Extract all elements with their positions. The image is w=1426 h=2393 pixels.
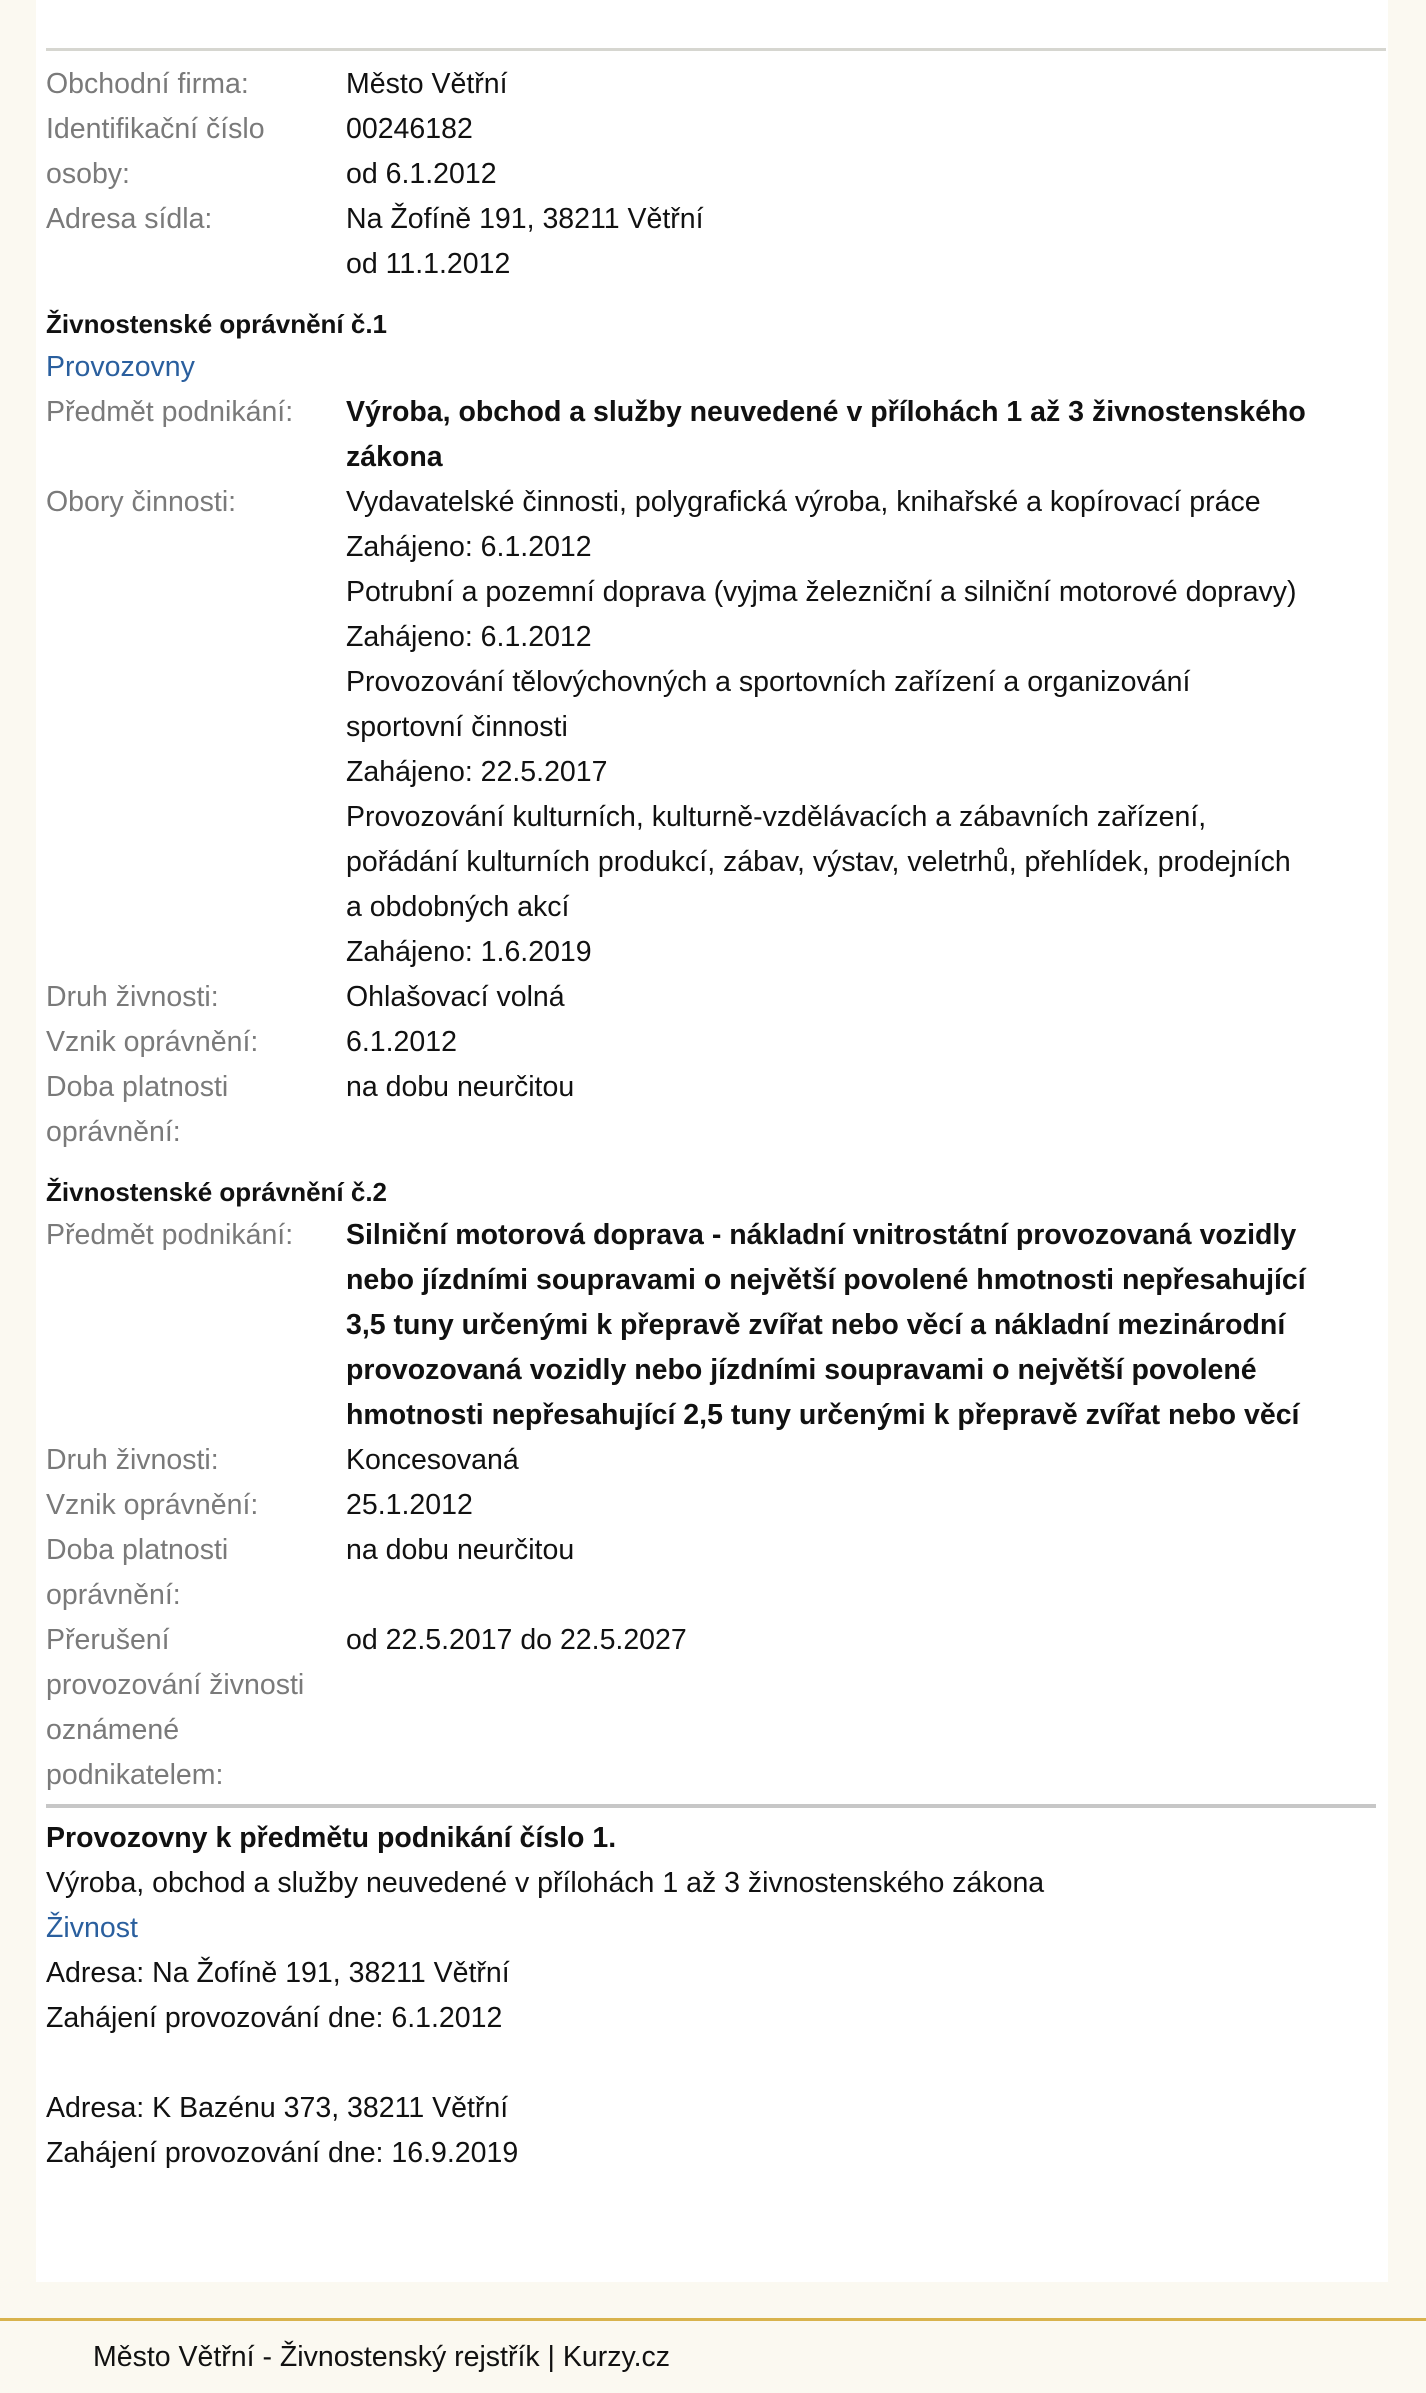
license1-field-line: pořádání kulturních produkcí, zábav, výstav, veletrhů, přehlídek, prodejních <box>346 846 1291 878</box>
premises-subject: Výroba, obchod a služby neuvedené v přílohách 1 až 3 živnostenského zákona <box>46 1867 1045 1899</box>
license1-field-line: Zahájeno: 22.5.2017 <box>346 756 608 788</box>
license2-subject-value <box>346 1213 1376 1438</box>
license2-validity-label <box>46 1528 346 1618</box>
license1-origin-row <box>46 1020 1376 1065</box>
company-name-value: Město Větřní <box>346 68 508 100</box>
main-panel <box>36 0 1388 2282</box>
license2-type-row <box>46 1438 1376 1483</box>
company-address-label: Adresa sídla: <box>46 203 213 235</box>
premises-start-2: Zahájení provozování dne: 16.9.2019 <box>46 2137 519 2169</box>
premises-address-1: Adresa: Na Žofíně 191, 38211 Větřní <box>46 1957 510 1989</box>
section-divider <box>46 1804 1376 1808</box>
license1-premises-link[interactable]: Provozovny <box>46 351 195 383</box>
license2-validity-row <box>46 1528 1376 1618</box>
premises-spacer <box>46 2041 1376 2086</box>
company-address-row <box>46 197 1376 287</box>
license2-origin-label: Vznik oprávnění: <box>46 1489 259 1521</box>
license1-validity-value: na dobu neurčitou <box>346 1071 575 1103</box>
license2-suspension-label-line: oznámené <box>46 1714 180 1746</box>
license1-origin-label: Vznik oprávnění: <box>46 1026 259 1058</box>
company-address-value: Na Žofíně 191, 38211 Větřní <box>346 203 704 235</box>
company-ico-value-block <box>346 107 1376 197</box>
license1-field-line: Zahájeno: 6.1.2012 <box>346 621 592 653</box>
license2-subject-line: hmotnosti nepřesahující 2,5 tuny určenými k přepravě zvířat nebo věcí <box>346 1399 1300 1431</box>
license2-subject-row <box>46 1213 1376 1438</box>
license1-type-value: Ohlašovací volná <box>346 981 565 1013</box>
license1-type-label: Druh živnosti: <box>46 981 219 1013</box>
company-name-label: Obchodní firma: <box>46 68 249 100</box>
license1-validity-label-line2: oprávnění: <box>46 1116 181 1148</box>
license1-field-line: Potrubní a pozemní doprava (vyjma železniční a silniční motorové dopravy) <box>346 576 1297 608</box>
license2-validity-label-line2: oprávnění: <box>46 1579 181 1611</box>
license2-type-value: Koncesovaná <box>346 1444 519 1476</box>
license1-field-line: sportovní činnosti <box>346 711 568 743</box>
license1-field-line: Vydavatelské činnosti, polygrafická výroba, knihařské a kopírovací práce <box>346 486 1261 518</box>
license2-suspension-label <box>46 1618 346 1798</box>
license1-subject-row <box>46 390 1376 480</box>
license2-subject-line: nebo jízdními soupravami o největší povolené hmotnosti nepřesahující <box>346 1264 1306 1296</box>
company-ico-since: od 6.1.2012 <box>346 158 497 190</box>
license2-subject-line: 3,5 tuny určenými k přepravě zvířat nebo věcí a nákladní mezinárodní <box>346 1309 1286 1341</box>
license2-validity-label-line1: Doba platnosti <box>46 1534 229 1566</box>
license1-field-line: Zahájeno: 1.6.2019 <box>346 936 592 968</box>
premises-title: Provozovny k předmětu podnikání číslo 1. <box>46 1822 617 1854</box>
license2-subject-line: Silniční motorová doprava - nákladní vnitrostátní provozovaná vozidly <box>346 1219 1297 1251</box>
license1-field-line: a obdobných akcí <box>346 891 570 923</box>
premises-trade-link[interactable]: Živnost <box>46 1912 138 1944</box>
license1-origin-value: 6.1.2012 <box>346 1026 457 1058</box>
license1-subject-line: Výroba, obchod a služby neuvedené v přílohách 1 až 3 živnostenského <box>346 396 1306 428</box>
license1-validity-label-line1: Doba platnosti <box>46 1071 229 1103</box>
license2-suspension-value: od 22.5.2017 do 22.5.2027 <box>346 1624 687 1656</box>
license1-subject-label: Předmět podnikání: <box>46 396 294 428</box>
license1-type-row <box>46 975 1376 1020</box>
license1-subject-line: zákona <box>346 441 443 473</box>
top-divider <box>46 48 1386 51</box>
license2-suspension-label-line: podnikatelem: <box>46 1759 224 1791</box>
footer-text: Město Větřní - Živnostenský rejstřík | Kurzy.cz <box>93 2341 671 2373</box>
page-footer <box>0 2318 1426 2393</box>
license1-field-line: Provozování kulturních, kulturně-vzdělávacích a zábavních zařízení, <box>346 801 1207 833</box>
company-ico-label-line1: Identifikační číslo <box>46 113 265 145</box>
license2-suspension-label-line: Přerušení <box>46 1624 170 1656</box>
company-ico-label <box>46 107 346 197</box>
company-ico-row <box>46 107 1376 197</box>
license2-suspension-label-line: provozování živnosti <box>46 1669 305 1701</box>
license1-fields-label: Obory činnosti: <box>46 486 237 518</box>
license1-fields-row <box>46 480 1376 975</box>
license1-field-line: Provozování tělovýchovných a sportovních zařízení a organizování <box>346 666 1191 698</box>
license2-validity-value: na dobu neurčitou <box>346 1534 575 1566</box>
license1-validity-row <box>46 1065 1376 1155</box>
license2-origin-value: 25.1.2012 <box>346 1489 473 1521</box>
license1-subject-value <box>346 390 1376 480</box>
license1-title: Živnostenské oprávnění č.1 <box>46 309 388 339</box>
license2-subject-line: provozovaná vozidly nebo jízdními soupravami o největší povolené <box>346 1354 1257 1386</box>
license2-subject-label: Předmět podnikání: <box>46 1219 294 1251</box>
company-address-since: od 11.1.2012 <box>346 248 511 280</box>
license1-field-line: Zahájeno: 6.1.2012 <box>346 531 592 563</box>
record-content <box>46 62 1376 2176</box>
license2-type-label: Druh živnosti: <box>46 1444 219 1476</box>
license2-title: Živnostenské oprávnění č.2 <box>46 1177 388 1207</box>
company-ico-label-line2: osoby: <box>46 158 130 190</box>
license2-origin-row <box>46 1483 1376 1528</box>
premises-address-2: Adresa: K Bazénu 373, 38211 Větřní <box>46 2092 509 2124</box>
company-ico-value: 00246182 <box>346 113 473 145</box>
premises-start-1: Zahájení provozování dne: 6.1.2012 <box>46 2002 503 2034</box>
license1-fields-list <box>346 480 1376 975</box>
company-address-value-block <box>346 197 1376 287</box>
company-name-row <box>46 62 1376 107</box>
license1-validity-label <box>46 1065 346 1155</box>
license2-suspension-row <box>46 1618 1376 1798</box>
